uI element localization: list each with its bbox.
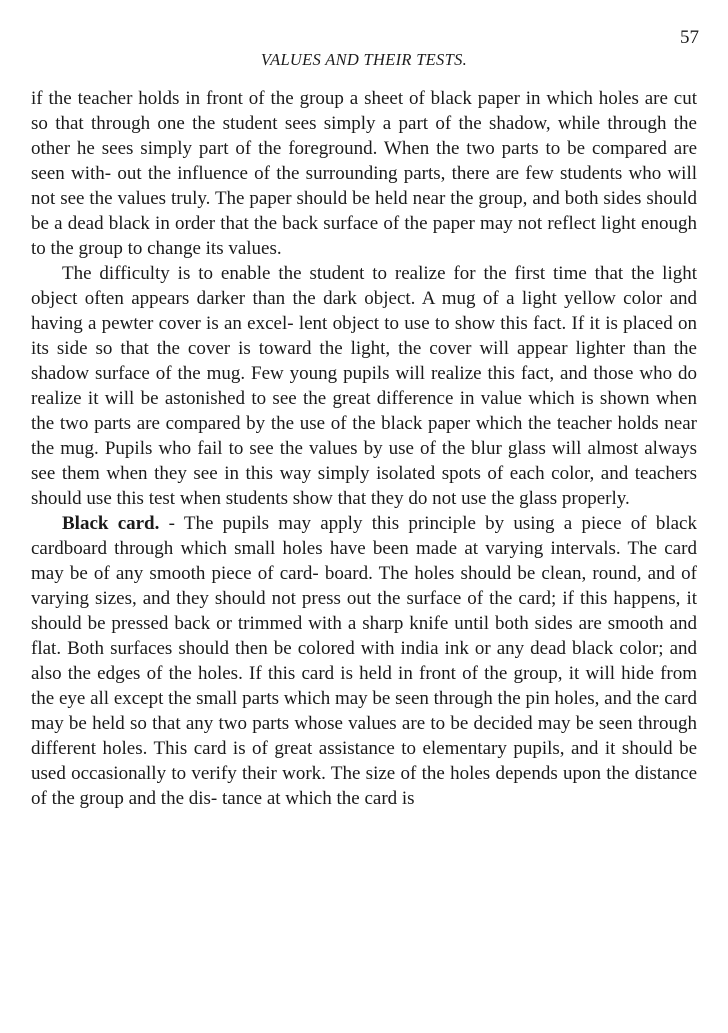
- paragraph-difficulty: [31, 261, 697, 511]
- body-text: [31, 86, 697, 811]
- paragraph-text: if the teacher holds in front of the group a sheet of black paper in which holes are cut so that through one the student sees simply a part of the shadow, while through the other he sees simply part of the foreground. When the two parts to be compared are seen with- out the influence of the surrounding parts, there are few students who will not see the values truly. The paper should be held near the group, and both sides should be a dead black in order that the back surface of the paper may not reflect light enough to the group to change its values.: [31, 88, 697, 259]
- paragraph-text: - The pupils may apply this principle by using a piece of black cardboard through which small holes have been made at varying intervals. The card may be of any smooth piece of card- board. The holes should be clean, round, and of varying sizes, and they should not press out the surface of the card; if this happens, it should be pressed back or trimmed with a sharp knife until both sides are smooth and flat. Both surfaces should then be colored with india ink or any dead black color; and also the edges of the holes. If this card is held in front of the group, it will hide from the eye all except the small parts which may be seen through the pin holes, and the card may be held so that any two parts whose values are to be decided may be seen through different holes. This card is of great assistance to elementary pupils, and it should be used occasionally to verify their work. The size of the holes depends upon the distance of the group and the dis- tance at which the card is: [31, 513, 697, 809]
- paragraph-lead: Black card.: [62, 513, 160, 534]
- paragraph-black-card: [31, 511, 697, 811]
- paragraph-text: The difficulty is to enable the student to realize for the first time that the light object often appears darker than the dark object. A mug of a light yellow color and having a pewter cover is an excel- lent object to use to show this fact. If it is placed on its side so that the cover is toward the light, the cover will appear lighter than the shadow surface of the mug. Few young pupils will realize this fact, and those who do realize it will be astonished to see the great difference in value which is shown when the two parts are compared by the use of the black paper which the teacher holds near the mug. Pupils who fail to see the values by use of the blur glass will almost always see them when they see in this way simply isolated spots of each color, and teachers should use this test when students show that they do not use the glass properly.: [31, 263, 697, 509]
- running-title: VALUES AND THEIR TESTS.: [260, 50, 468, 69]
- paragraph-black-paper: [31, 86, 697, 261]
- page-number: 57: [680, 27, 699, 48]
